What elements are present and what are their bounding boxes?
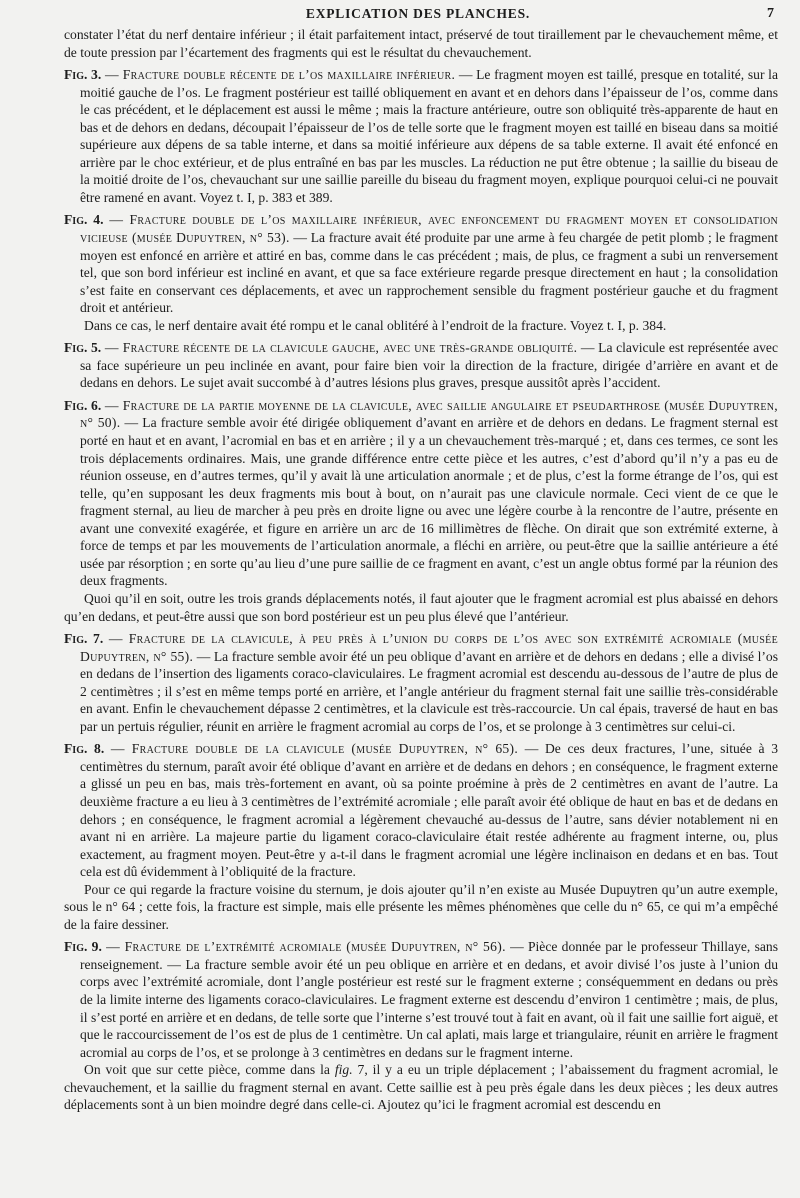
paragraph-continuation [64,26,778,61]
figure-label: Fig. 6. [64,397,102,413]
figure-title: — Fracture double de l’os maxillaire inférieur, avec enfoncement du fragment moyen et consolidation vicieuse (musée Dupuytren, n° 53). [80,212,778,246]
figure-title: — Fracture de la partie moyenne de la clavicule, avec saillie angulaire et pseudarthrose (musée Dupuytren, n° 50). [80,397,778,431]
figure-reference: fig. [334,1062,353,1078]
header-title: EXPLICATION DES PLANCHES. [305,6,531,21]
figure-text: — La fracture avait été produite par une arme à feu chargée de petit plomb ; le fragment moyen est enfoncé en arrière et attiré en bas, comme dans le cas précédent ; mais, de plus, ce fragment a subi un renversement tel, que son bord inférieur est incliné en avant, et que sa face extérieure regarde presque directement en haut ; la consolidation s’est faite en conservant ces déplacements, et avec un rapprochement sensible du fragment postérieur gauche et du fragment droit et antérieur. [80,230,778,316]
paragraph-note [64,1061,778,1114]
figure-label: Fig. 7. [64,631,104,647]
figure-text: — Pièce donnée par le professeur Thillaye, sans renseignement. — La fracture semble avoir été un peu oblique en arrière et en dedans, et avoir divisé l’os juste à l’union du corps avec l’extrémité acromiale, dont l’angle postérieur est resté sur le fragment externe ; conséquemment en dedans ou près de la limite interne des ligaments coraco-claviculaires. Le fragment externe est descendu d’environ 1 centimètre ; mais, de plus, il s’est porté en arrière et en dedans, de telle sorte que l’interne s’est trouvé tout à fait en avant, où il fait une saillie fort aiguë, et que le raccourcissement de l’os est de plus de 1 centimètre. Un cal aplati, mais large et triangulaire, réunit en arrière le fragment acromial au corps de l’os, et se prolonge à 3 centimètres en dedans sur le fragment interne. [80,939,778,1060]
figure-8-caption [64,740,778,880]
page-number: 7 [767,6,774,21]
figure-text: — Le fragment moyen est taillé, presque en totalité, sur la moitié gauche de l’os. Le fragment postérieur est taillé obliquement en avant et en dehors dans l’épaisseur de l’os, comme dans le cas précédent, et le déplacement est aussi le même ; mais la fracture antérieure, outre son obliquité très-apparente de haut en bas et de dehors en dedans, découpait l’épaisseur de l’os de telle sorte que le fragment moyen est taillé en biseau dans sa moitié supérieure aux dépens de sa table interne, et dans sa moitié inférieure aux dépens de sa table externe. Il avait été enfoncé en arrière par le choc extérieur, et de plus entraîné en bas par les muscles. La réduction ne put être obtenue ; la saillie du biseau de la moitié droite de l’os, chevauchant sur une saillie pareille du biseau du fragment moyen, explique pourquoi celui-ci ne pouvait être ramené en avant. Voyez t. I, p. 383 et 389. [80,67,778,205]
figure-title: — Fracture double récente de l’os maxillaire inférieur. [104,67,456,83]
figure-label: Fig. 5. [64,340,102,356]
figure-label: Fig. 9. [64,939,102,955]
figure-5-caption [64,339,778,392]
paragraph-text: On voit que sur cette pièce, comme dans la [84,1062,335,1078]
figure-6-caption [64,397,778,590]
paragraph-text: Quoi qu’il en soit, outre les trois grands déplacements notés, il faut ajouter que le fragment acromial est plus abaissé en dehors qu’en dedans, et peut-être aussi que son bord postérieur est un peu plus élevé que l’antérieur. [64,590,778,624]
figure-title: — Fracture double de la clavicule (musée Dupuytren, n° 65). [110,741,519,757]
figure-label: Fig. 3. [64,67,102,83]
figure-label: Fig. 8. [64,741,105,757]
figure-title: — Fracture de l’extrémité acromiale (musée Dupuytren, n° 56). [106,939,506,955]
paragraph-text: constater l’état du nerf dentaire inférieur ; il était parfaitement intact, préservé de tout tiraillement par le chevauchement même, et de toute pression par l’écartement des fragments qui est le résultat du chevauchement. [64,27,778,60]
figure-4-caption [64,211,778,316]
body-text [64,26,778,1114]
paragraph-text: Dans ce cas, le nerf dentaire avait été rompu et le canal oblitéré à l’endroit de la fracture. Voyez t. I, p. 384. [84,317,667,333]
figure-title: — Fracture récente de la clavicule gauche, avec une très-grande obliquité. [104,340,578,356]
figure-text: — La clavicule est représentée avec sa face supérieure un peu inclinée en avant, pour faire bien voir la direction de la fracture, dirigée d’arrière en avant et de dedans en dehors. Le sujet avait succombé à d’autres lésions plus graves, presque aussitôt après l’accident. [80,340,778,391]
paragraph-note [64,590,778,625]
running-header [62,6,774,24]
paragraph-note [64,317,778,335]
figure-label: Fig. 4. [64,212,104,228]
figure-9-caption [64,938,778,1061]
figure-title: — Fracture de la clavicule, à peu près à l’union du corps de l’os avec son extrémité acromiale (musée Dupuytren, n° 55). [80,631,778,664]
figure-7-caption [64,630,778,735]
figure-text: — La fracture semble avoir été un peu oblique d’avant en arrière et de dehors en dedans ; elle a divisé l’os en dedans de l’insertion des ligaments coraco-claviculaires. Le fragment acromial est descendu au-dessous de l’autre de plus de 2 centimètres ; il s’est en même temps porté en arrière, et l’angle antérieur du fragment sternal fait une saillie très-considérable en avant. Enfin le chevauchement dépasse 2 centimètres, et la clavicule est très-raccourcie. Un cal épais, traversé de haut en bas par un pertuis régulier, réunit en arrière le fragment acromial au corps de l’os, et se prolonge à 3 centimètres sur celui-ci. [80,648,778,734]
paragraph-text: Pour ce qui regarde la fracture voisine du sternum, je dois ajouter qu’il n’en existe au Musée Dupuytren qu’un autre exemple, sous le n° 64 ; cette fois, la fracture est simple, mais elle présente les mêmes phénomènes que celle du n° 65, ce qui m’a empêché de la faire dessiner. [64,881,778,932]
paragraph-text: 7, il y a eu un triple déplacement ; l’abaissement du fragment acromial, le chevauchement, et la saillie du fragment sternal en avant. Cette saillie est à peu près égale dans les deux pièces ; les deux autres déplacements sont à un bien moindre degré dans celle-ci. Ajoutez qu’ici le fragment acromial est descendu en [64,1062,778,1113]
figure-text: — De ces deux fractures, l’une, située à 3 centimètres du sternum, paraît avoir été oblique d’avant en arrière et de dedans en dehors ; en conséquence, le fragment externe a glissé un peu en bas, mais très-fortement en avant, où sa pointe proémine à près de 2 centimètres en avant de l’autre. La deuxième fracture a eu lieu à 3 centimètres de l’extrémité acromiale ; elle paraît avoir été oblique de haut en bas et de dedans en dehors ; en conséquence, le fragment acromial a légèrement chevauché au-dessus de l’autre, sans dévier notablement ni en avant ni en arrière. La majeure partie du ligament coraco-claviculaire était restée adhérente au fragment interne, ou, plus exactement, au fragment moyen. Peut-être y a-t-il dans le fragment acromial une légère inclinaison en dedans et en bas. Tout cela est dû évidemment à l’obliquité de la fracture. [80,741,779,880]
figure-3-caption [64,66,778,206]
paragraph-note [64,881,778,934]
figure-text: — La fracture semble avoir été dirigée obliquement d’avant en arrière et de dehors en dedans. Le fragment sternal est porté en haut et en avant, l’acromial en bas et en arrière ; il y a un chevauchement très-marqué ; et, dans ces termes, ce sont les trois déplacements ordinaires. Mais, une grande différence entre cette pièce et les autres, c’est d’abord qu’il n’y a pas eu de réunion osseuse, en d’autres termes, qu’il y avait là une articulation anormale ; et de plus, c’est la forme étrange de l’os, qui est telle, qu’en supposant les deux fragments mis bout à bout, on n’aurait pas une clavicule normale. Ceci vient de ce que le fragment sternal, au lieu de marcher à peu près en droite ligne ou avec une légère courbe à la rencontre de l’autre, présente en avant une convexité exagérée, et figure en arrière un arc de 16 millimètres de flèche. On dirait que son extrémité externe, à force de temps et par les mouvements de l’articulation anormale, a fléchi en arrière, ou peut-être que la saillie antérieure a été usée par résorption ; en sorte qu’au lieu d’une pure saillie de ce fragment en avant, c’est un angle obtus formé par la réunion des deux fragments. [80,415,778,589]
